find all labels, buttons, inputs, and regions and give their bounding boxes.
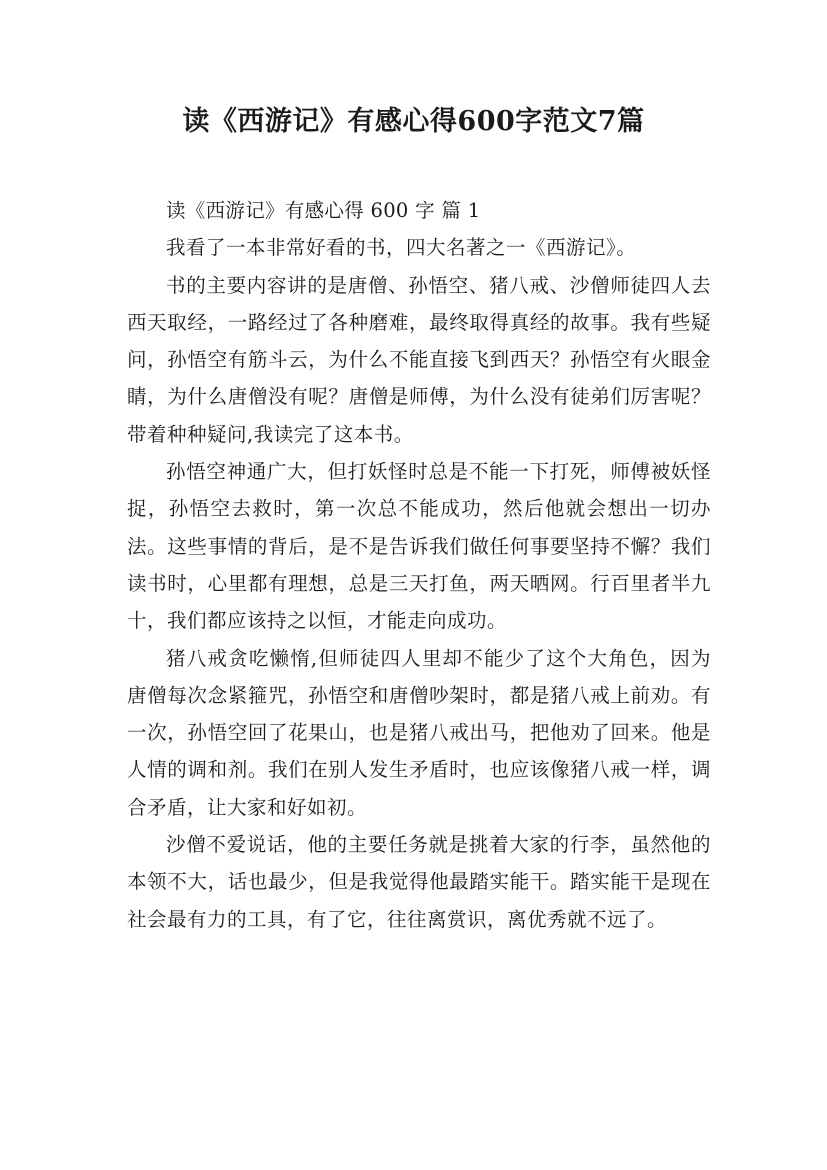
paragraph-summary: 书的主要内容讲的是唐僧、孙悟空、猪八戒、沙僧师徒四人去西天取经，一路经过了各种磨难，最终取得真经的故事。我有些疑问，孙悟空有筋斗云，为什么不能直接飞到西天？孙悟空有火眼金睛，为什么唐僧没有呢？唐僧是师傅，为什么没有徒弟们厉害呢？带着种种疑问,我读完了这本书。 [127,273,711,446]
section-heading: 读《西游记》有感心得 600 字 篇 1 [166,199,481,222]
paragraph-sun-wukong: 孙悟空神通广大，但打妖怪时总是不能一下打死，师傅被妖怪捉，孙悟空去救时，第一次总不能成功，然后他就会想出一切办法。这些事情的背后，是不是告诉我们做任何事要坚持不懈？我们读书时，心里都有理想，总是三天打鱼，两天晒网。行百里者半九十，我们都应该持之以恒，才能走向成功。 [127,460,711,633]
document-body [127,192,711,938]
document-title: 读《西游记》有感心得600字范文7篇 [182,106,645,137]
paragraph-sha-seng: 沙僧不爱说话，他的主要任务就是挑着大家的行李，虽然他的本领不大，话也最少，但是我觉得他最踏实能干。踏实能干是现在社会最有力的工具，有了它，往往离赏识，离优秀就不远了。 [127,833,711,931]
paragraph-intro: 我看了一本非常好看的书，四大名著之一《西游记》。 [166,236,637,260]
paragraph-zhu-bajie: 猪八戒贪吃懒惰,但师徒四人里却不能少了这个大角色，因为唐僧每次念紧箍咒，孙悟空和唐僧吵架时，都是猪八戒上前劝。有一次，孙悟空回了花果山，也是猪八戒出马，把他劝了回来。他是人情的调和剂。我们在别人发生矛盾时，也应该像猪八戒一样，调合矛盾，让大家和好如初。 [127,646,711,819]
